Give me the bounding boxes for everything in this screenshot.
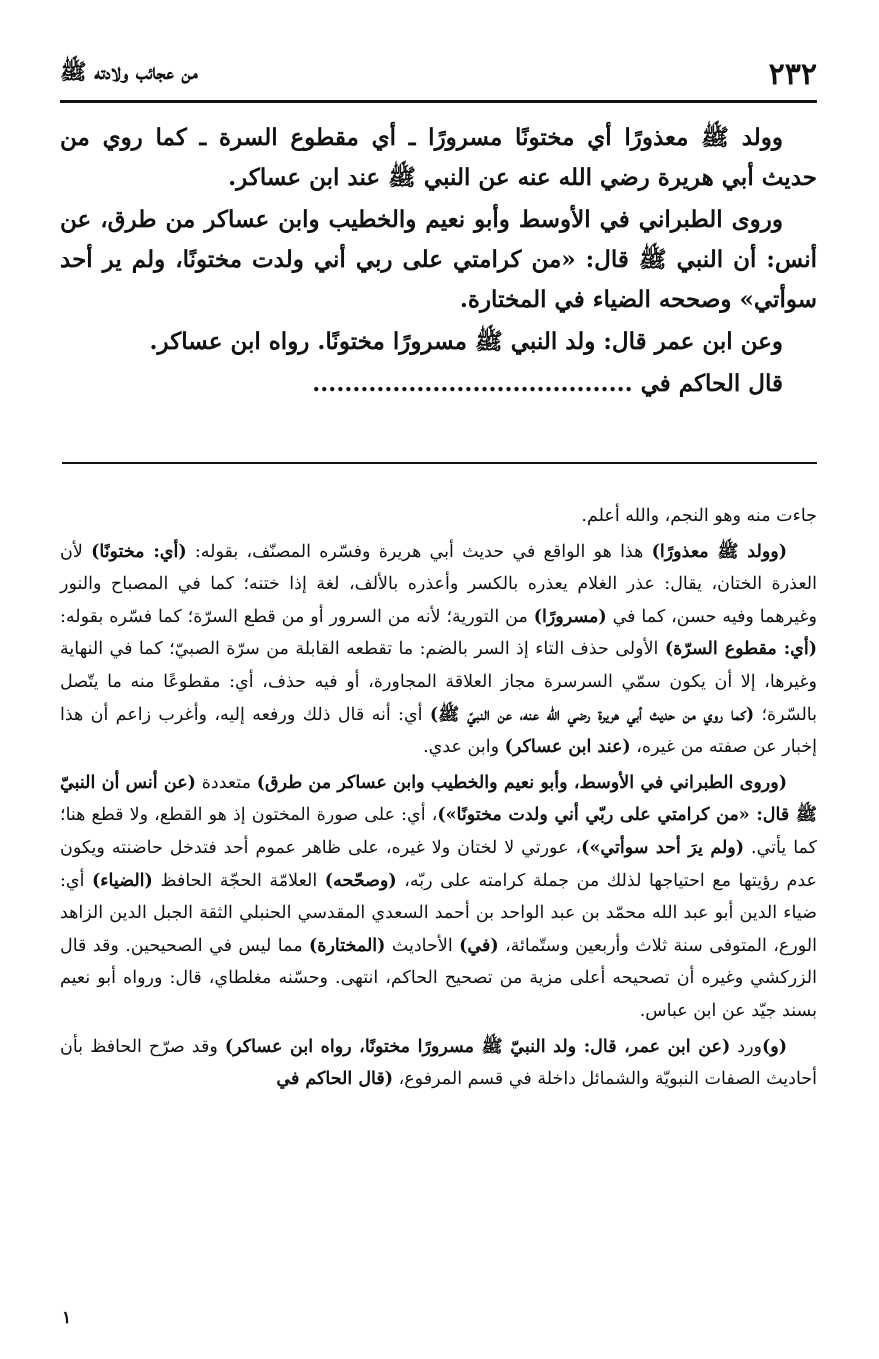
main-text-paragraph: وعن ابن عمر قال: ولد النبي ﷺ مسرورًا مختونًا. رواه ابن عساكر. (149, 328, 783, 355)
text-segment: متعددة (195, 772, 257, 793)
text-segment: الأحاديث (385, 935, 460, 956)
bold-quote-segment: (الضياء) (92, 870, 153, 891)
text-segment: الأولى حذف التاء إذ السر بالضم: ما تقطعه القابلة من سرّة الصبيّ؛ كما في النهاية وغيرها، إلا أن يكون سمّي السرسرة مجاز العلاقة المجاورة، أو فيه حذف، أي: مقطوعًا منه ما يتّصل بالسّرة؛ (60, 639, 817, 725)
bold-quote-segment: (عن ابن عمر، قال: ولد النبيّ ﷺ مسرورًا مختونًا، رواه ابن عساكر) (224, 1036, 731, 1057)
page-header (60, 52, 817, 96)
text-segment: مما ليس في الصحيحين. وقد قال الزركشي وغيره أن تصحيحه أعلى مزية من تصحيح الحاكم، انتهى. وحسّنه مغلطاي، قال: ورواه أبو نعيم بسند جيّد عن ابن عباس. (60, 935, 817, 1021)
running-title: من عجائب ولادته ﷺ (60, 59, 198, 85)
commentary-text (60, 500, 817, 1099)
text-segment: ، عورتي لا لختان ولا غيره، على ظاهر عموم أحد فتدخل حاضنته ويكون عدم رؤيتها مع احتياجها لذلك من جملة كرامته على ربّه، (60, 837, 817, 891)
commentary-paragraph (60, 1031, 817, 1096)
bold-quote-segment: (كما روي من حديث أبي هريرة رضي الله عنه، عن النبيّ ﷺ) (429, 704, 755, 725)
line-marker: ١ (62, 1308, 72, 1328)
text-segment: هذا هو الواقع في حديث أبي هريرة وفسّره المصنّف، بقوله: (186, 541, 652, 562)
main-text-paragraph: قال الحاكم في ........................................ (312, 370, 783, 397)
bold-quote-segment: (وصحّحه) (324, 870, 397, 891)
commentary-paragraph: جاءت منه وهو النجم، والله أعلم. (581, 506, 817, 526)
text-segment: وقد صرّح الحافظ بأن أحاديث الصفات النبويّة والشمائل داخلة في قسم المرفوع، (60, 1036, 817, 1090)
main-text-paragraph: وولد ﷺ معذورًا أي مختونًا مسرورًا ـ أي مقطوع السرة ـ كما روي من حديث أبي هريرة رضي الله عنه عن النبي ﷺ عند ابن عساكر. (60, 124, 817, 191)
bold-quote-segment: (قال الحاكم في (276, 1069, 394, 1090)
text-segment: ورد (730, 1036, 762, 1057)
text-segment: أي: ضياء الدين أبو عبد الله محمّد بن عبد الواحد بن أحمد السعدي المقدسي الحنبلي الثقة الجبل الدين الزاهد الورع، المتوفى سنة ثلاث وأربعين وستّمائة، (60, 870, 817, 956)
commentary-paragraph (60, 536, 817, 764)
text-segment: أي: أنه قال ذلك ورفعه إليه، وأغرب زاعم أن هذا إخبار عن صفته من غيره، (60, 704, 817, 758)
bold-quote-segment: (مسرورًا) (533, 606, 607, 627)
main-text-paragraph: وروى الطبراني في الأوسط وأبو نعيم والخطيب وابن عساكر من طرق، عن أنس: أن النبي ﷺ قال: «من كرامتي على ربي أني ولدت مختونًا، ولم ير أحد سوأتي» وصححه الضياء في المختارة. (60, 206, 817, 313)
text-segment: العلامّة الحجّة الحافظ (152, 870, 325, 891)
text-segment: ، أي: على صورة المختون إذ هو القطع، ولا قطع هنا؛ كما يأتي. (60, 805, 818, 858)
bold-quote-segment: (المختارة) (309, 935, 386, 956)
text-segment: من التورية؛ لأنه من السرور أو من قطع السرّة؛ كما فسّره بقوله: (60, 606, 534, 627)
text-segment: وابن عدي. (423, 737, 505, 758)
bold-quote-segment: (و) (761, 1036, 787, 1057)
main-text (60, 118, 817, 406)
bold-quote-segment: (وروى الطبراني في الأوسط، وأبو نعيم والخطيب وابن عساكر من طرق) (256, 772, 787, 793)
bold-quote-segment: (عند ابن عساكر) (504, 737, 631, 758)
commentary-paragraph (60, 767, 817, 1028)
bold-quote-segment: (أي: مقطوع السرّة) (664, 639, 818, 660)
bold-quote-segment: (ولم يرَ أحد سوأتي») (581, 837, 745, 858)
page-number: ٢٣٢ (768, 56, 817, 92)
bold-quote-segment: (عن أنس أن النبيّ ﷺ قال: «من كرامتي على ربّي أني ولدت مختونًا») (60, 772, 817, 826)
text-segment: لأن العذرة الختان، يقال: عذر الغلام يعذره بالكسر وأعذره بالألف، لغة إذا ختنه؛ كما في المصباح والنور وغيرهما وفيه حسن، كما في (60, 541, 817, 627)
bold-quote-segment: (وولد ﷺ معذورًا) (651, 541, 788, 562)
bold-quote-segment: (أي: مختونًا) (91, 541, 187, 562)
separator-rule (62, 462, 817, 464)
bold-quote-segment: (في) (459, 935, 499, 956)
header-rule (60, 100, 817, 103)
